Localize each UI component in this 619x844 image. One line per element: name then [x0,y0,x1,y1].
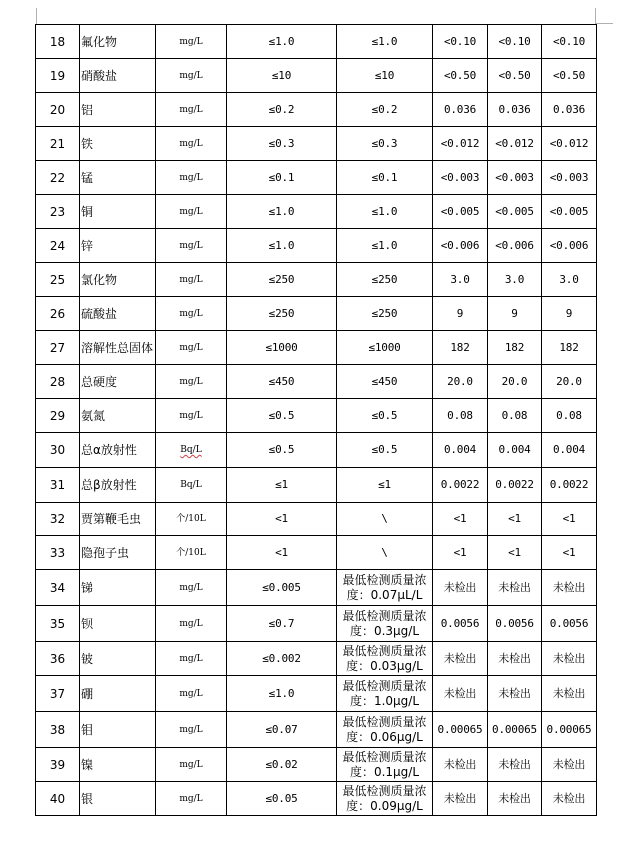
unit-cell: mg/L [156,297,227,331]
result-3: 0.004 [542,433,597,468]
unit-cell: mg/L [156,399,227,433]
result-2: 3.0 [488,263,542,297]
result-2: 182 [488,331,542,365]
item-name: 钼 [80,712,156,748]
detection-limit-line1: 最低检测质量浓 [342,749,427,764]
reference-limit: ≤1.0 [337,229,433,263]
table-row [36,365,597,399]
standard-limit: ≤1.0 [227,25,337,59]
table-row [36,606,597,642]
unit-cell: mg/L [156,606,227,642]
unit-cell: mg/L [156,161,227,195]
row-number: 30 [36,433,80,468]
reference-limit: ≤0.1 [337,161,433,195]
item-name: 铍 [80,642,156,676]
result-1: 0.036 [433,93,488,127]
table-row [36,536,597,570]
standard-limit: ≤0.2 [227,93,337,127]
unit-cell: mg/L [156,365,227,399]
standard-limit: ≤450 [227,365,337,399]
detection-limit-line2: 度：0.09μg/L [346,798,423,813]
unit-cell: mg/L [156,25,227,59]
row-number: 20 [36,93,80,127]
row-number: 26 [36,297,80,331]
table-row [36,331,597,365]
result-1: 未检出 [433,570,488,606]
result-2: <0.005 [488,195,542,229]
row-number: 24 [36,229,80,263]
table-row [36,161,597,195]
row-number: 38 [36,712,80,748]
item-name: 铁 [80,127,156,161]
result-3: 3.0 [542,263,597,297]
result-1: 0.0056 [433,606,488,642]
reference-limit: ≤0.3 [337,127,433,161]
result-3: 0.08 [542,399,597,433]
unit-cell: mg/L [156,331,227,365]
standard-limit: ≤0.02 [227,748,337,782]
row-number: 39 [36,748,80,782]
margin-mark-left [36,8,37,24]
unit-cell [156,433,227,468]
result-2: 未检出 [488,642,542,676]
result-1: <0.012 [433,127,488,161]
unit-cell: mg/L [156,127,227,161]
item-name: 铝 [80,93,156,127]
result-2: 未检出 [488,782,542,816]
result-3: 9 [542,297,597,331]
row-number: 23 [36,195,80,229]
standard-limit: ≤0.002 [227,642,337,676]
result-3: <0.012 [542,127,597,161]
result-2: 0.0056 [488,606,542,642]
result-3: <0.50 [542,59,597,93]
result-1: 3.0 [433,263,488,297]
standard-limit: ≤0.05 [227,782,337,816]
table-row [36,59,597,93]
margin-mark-right-h [595,23,613,24]
standard-limit: ≤0.005 [227,570,337,606]
standard-limit: <1 [227,536,337,570]
result-3: <0.006 [542,229,597,263]
row-number: 37 [36,676,80,712]
standard-limit: ≤0.5 [227,399,337,433]
unit-cell: mg/L [156,570,227,606]
detection-limit [337,676,433,712]
standard-limit: ≤0.7 [227,606,337,642]
unit-cell: mg/L [156,59,227,93]
row-number: 28 [36,365,80,399]
standard-limit: ≤10 [227,59,337,93]
row-number: 36 [36,642,80,676]
item-name: 氟化物 [80,25,156,59]
detection-limit [337,642,433,676]
detection-limit-line1: 最低检测质量浓 [342,678,427,693]
result-2: <0.10 [488,25,542,59]
result-1: <1 [433,503,488,536]
result-1: <0.10 [433,25,488,59]
result-2: 0.0022 [488,468,542,503]
result-1: 0.00065 [433,712,488,748]
detection-limit-line2: 度：0.07μL/L [346,587,423,602]
table-row [36,195,597,229]
item-name: 总硬度 [80,365,156,399]
result-2: <0.006 [488,229,542,263]
reference-limit: ≤450 [337,365,433,399]
result-2: 0.00065 [488,712,542,748]
detection-limit-line1: 最低检测质量浓 [342,608,427,623]
detection-limit-line1: 最低检测质量浓 [342,572,427,587]
table-row [36,642,597,676]
unit-text: Bq/L [180,445,202,455]
result-2: 9 [488,297,542,331]
standard-limit: ≤1 [227,468,337,503]
result-2: 0.08 [488,399,542,433]
row-number: 27 [36,331,80,365]
unit-cell: mg/L [156,782,227,816]
result-2: <0.003 [488,161,542,195]
result-3: 20.0 [542,365,597,399]
table-row [36,433,597,468]
table-row [36,93,597,127]
result-1: <0.005 [433,195,488,229]
unit-cell: mg/L [156,642,227,676]
item-name: 氯化物 [80,263,156,297]
result-3: 0.00065 [542,712,597,748]
result-3: 0.0022 [542,468,597,503]
table-row [36,712,597,748]
result-1: 182 [433,331,488,365]
row-number: 18 [36,25,80,59]
reference-limit: ≤250 [337,297,433,331]
table-row [36,570,597,606]
detection-limit-line1: 最低检测质量浓 [342,783,427,798]
item-name: 总α放射性 [80,433,156,468]
item-name: 镍 [80,748,156,782]
unit-cell: mg/L [156,263,227,297]
result-2: <0.50 [488,59,542,93]
item-name: 氨氮 [80,399,156,433]
item-name: 贾第鞭毛虫 [80,503,156,536]
standard-limit: <1 [227,503,337,536]
reference-limit: ≤10 [337,59,433,93]
row-number: 25 [36,263,80,297]
standard-limit: ≤0.07 [227,712,337,748]
table-row [36,399,597,433]
unit-cell: mg/L [156,712,227,748]
result-1: 20.0 [433,365,488,399]
item-name: 钡 [80,606,156,642]
detection-limit [337,748,433,782]
margin-mark-right [595,8,596,24]
item-name: 银 [80,782,156,816]
result-1: 未检出 [433,676,488,712]
unit-cell: 个/10L [156,503,227,536]
row-number: 40 [36,782,80,816]
result-3: <1 [542,536,597,570]
table-row [36,468,597,503]
reference-limit: ≤0.5 [337,399,433,433]
table-row [36,676,597,712]
result-3: <0.005 [542,195,597,229]
detection-limit [337,606,433,642]
table-row [36,127,597,161]
unit-cell: mg/L [156,676,227,712]
row-number: 21 [36,127,80,161]
item-name: 隐孢子虫 [80,536,156,570]
row-number: 22 [36,161,80,195]
result-1: <0.006 [433,229,488,263]
result-1: 未检出 [433,782,488,816]
detection-limit-line2: 度：0.06μg/L [346,729,423,744]
result-2: 0.036 [488,93,542,127]
row-number: 33 [36,536,80,570]
item-name: 硝酸盐 [80,59,156,93]
item-name: 锌 [80,229,156,263]
result-1: 0.0022 [433,468,488,503]
result-2: 未检出 [488,748,542,782]
standard-limit: ≤250 [227,297,337,331]
reference-limit: ≤250 [337,263,433,297]
result-2: 未检出 [488,676,542,712]
item-name: 锑 [80,570,156,606]
result-3: 未检出 [542,748,597,782]
result-1: 0.08 [433,399,488,433]
table-row [36,782,597,816]
result-1: <0.003 [433,161,488,195]
detection-limit [337,712,433,748]
standard-limit: ≤1000 [227,331,337,365]
result-2: <1 [488,503,542,536]
detection-limit-line2: 度：1.0μg/L [349,693,420,708]
row-number: 35 [36,606,80,642]
result-2: 0.004 [488,433,542,468]
reference-limit: ≤0.5 [337,433,433,468]
water-quality-table [35,24,597,816]
result-2: 未检出 [488,570,542,606]
result-3: 0.0056 [542,606,597,642]
result-1: 未检出 [433,642,488,676]
item-name: 铜 [80,195,156,229]
result-2: <1 [488,536,542,570]
table-row [36,748,597,782]
reference-limit: \ [337,503,433,536]
result-3: 未检出 [542,570,597,606]
item-name: 硫酸盐 [80,297,156,331]
row-number: 32 [36,503,80,536]
table-body [36,25,597,816]
result-3: 0.036 [542,93,597,127]
reference-limit: ≤1.0 [337,195,433,229]
result-3: <0.003 [542,161,597,195]
unit-cell: mg/L [156,195,227,229]
unit-cell: Bq/L [156,468,227,503]
item-name: 总β放射性 [80,468,156,503]
unit-cell: 个/10L [156,536,227,570]
result-2: <0.012 [488,127,542,161]
result-1: 未检出 [433,748,488,782]
result-1: 0.004 [433,433,488,468]
detection-limit-line1: 最低检测质量浓 [342,643,427,658]
result-1: <1 [433,536,488,570]
table-row [36,229,597,263]
item-name: 锰 [80,161,156,195]
table-row [36,263,597,297]
result-3: 182 [542,331,597,365]
reference-limit: ≤1.0 [337,25,433,59]
row-number: 34 [36,570,80,606]
row-number: 29 [36,399,80,433]
result-3: 未检出 [542,642,597,676]
standard-limit: ≤1.0 [227,229,337,263]
detection-limit-line2: 度：0.3μg/L [349,623,420,638]
standard-limit: ≤0.5 [227,433,337,468]
result-3: 未检出 [542,676,597,712]
detection-limit-line2: 度：0.1μg/L [349,764,420,779]
detection-limit [337,782,433,816]
result-3: <1 [542,503,597,536]
standard-limit: ≤0.1 [227,161,337,195]
unit-cell: mg/L [156,93,227,127]
reference-limit: ≤1 [337,468,433,503]
result-3: <0.10 [542,25,597,59]
reference-limit: ≤1000 [337,331,433,365]
detection-limit-line1: 最低检测质量浓 [342,714,427,729]
result-1: 9 [433,297,488,331]
item-name: 溶解性总固体 [80,331,156,365]
detection-limit-line2: 度：0.03μg/L [346,658,423,673]
result-1: <0.50 [433,59,488,93]
table-row [36,297,597,331]
reference-limit: \ [337,536,433,570]
row-number: 19 [36,59,80,93]
table-row [36,25,597,59]
result-2: 20.0 [488,365,542,399]
row-number: 31 [36,468,80,503]
standard-limit: ≤1.0 [227,676,337,712]
detection-limit [337,570,433,606]
standard-limit: ≤250 [227,263,337,297]
unit-cell: mg/L [156,748,227,782]
item-name: 硼 [80,676,156,712]
unit-cell: mg/L [156,229,227,263]
standard-limit: ≤0.3 [227,127,337,161]
result-3: 未检出 [542,782,597,816]
table-row [36,503,597,536]
reference-limit: ≤0.2 [337,93,433,127]
standard-limit: ≤1.0 [227,195,337,229]
